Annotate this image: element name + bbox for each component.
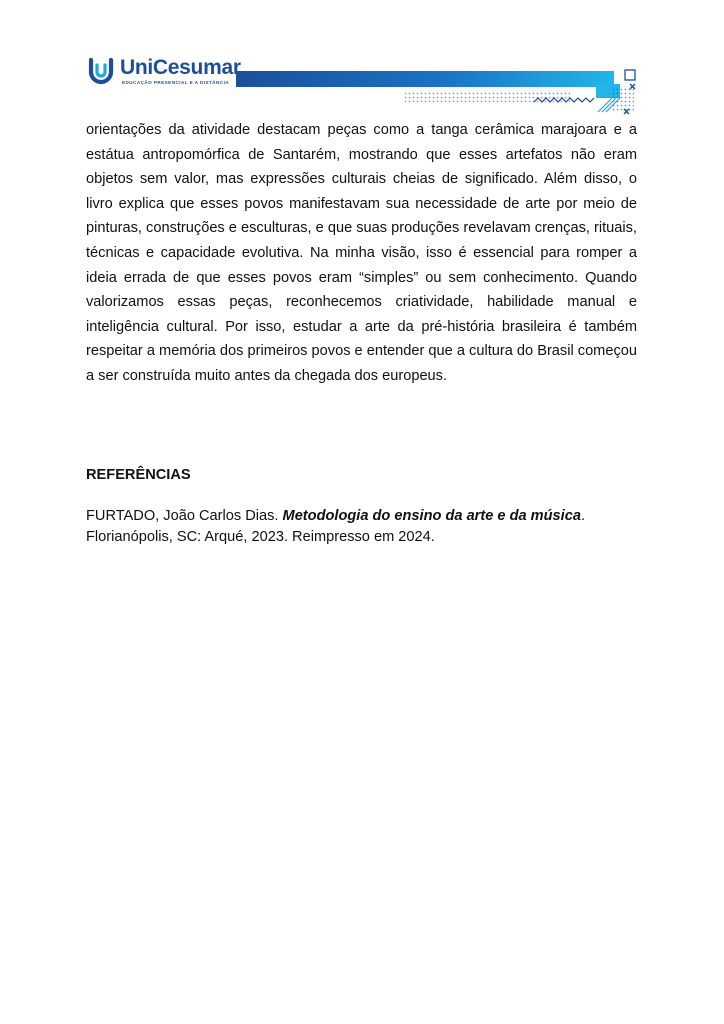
document-body <box>86 118 637 548</box>
square-outline <box>625 70 635 80</box>
body-paragraph: orientações da atividade destacam peças como a tanga cerâmica marajoara e a estátua antropomórfica de Santarém, mostrando que esses artefatos não eram objetos sem valor, mas expressões culturais cheias de significado. Além disso, o livro explica que esses povos manifestavam sua necessidade de arte por meio de pinturas, construções e esculturas, e que suas produções revelavam crenças, rituais, técnicas e capacidade evolutiva. Na minha visão, isso é essencial para romper a ideia errada de que esses povos eram “simples” ou sem conhecimento. Quando valorizamos essas peças, reconhecemos criatividade, habilidade manual e inteligência cultural. Por isso, estudar a arte da pré-história brasileira é também respeitar a memória dos primeiros povos e entender que a cultura do Brasil começou a ser construída muito antes da chegada dos europeus. <box>86 122 637 384</box>
unicesumar-logo <box>86 56 241 92</box>
reference-title: Metodologia do ensino da arte e da música <box>282 507 581 524</box>
logo-icon <box>86 56 116 86</box>
reference-publication: Florianópolis, SC: Arqué, 2023. Reimpresso em 2024. <box>86 528 435 545</box>
reference-title-suffix: . <box>580 507 586 524</box>
reference-entry <box>86 506 637 548</box>
references-heading: REFERÊNCIAS <box>86 466 191 483</box>
header-gradient-band <box>236 71 614 87</box>
page-header <box>0 0 724 120</box>
logo-name: UniCesumar <box>120 56 241 79</box>
reference-author: FURTADO, João Carlos Dias. <box>86 507 283 524</box>
logo-tagline: EDUCAÇÃO PRESENCIAL E A DISTÂNCIA <box>122 80 230 85</box>
dot-grid <box>404 90 570 102</box>
